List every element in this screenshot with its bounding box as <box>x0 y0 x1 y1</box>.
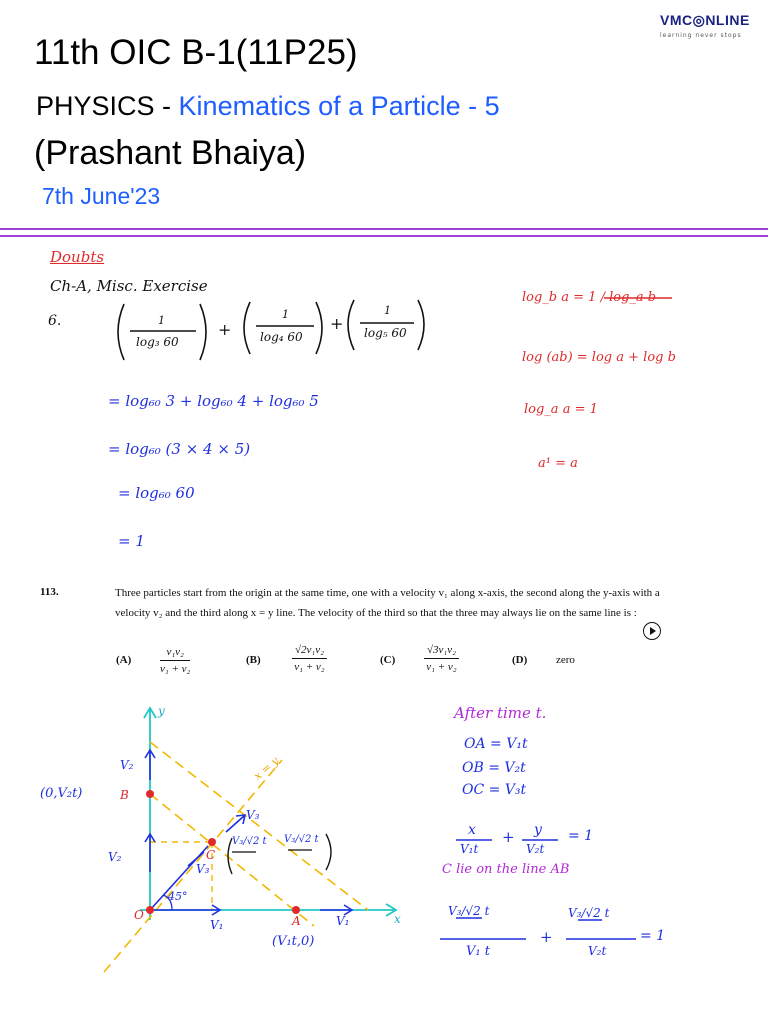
line-eq-term1-num: x <box>468 822 476 838</box>
rule-1: log_b a = 1 / log_a b <box>522 290 657 305</box>
option-b-denominator: v₁ + v₂ <box>294 661 325 673</box>
term3-denominator: log₅ 60 <box>364 326 407 340</box>
logo-tagline: learning never stops <box>660 32 742 39</box>
point-c-label: C <box>206 848 216 862</box>
option-a-numerator: v₁v₂ <box>160 646 190 661</box>
plus-sign-2: + <box>330 314 344 333</box>
line-x-equals-y-label: x = y <box>251 754 282 783</box>
notes-heading: Doubts <box>50 248 105 266</box>
final-eq-term2-den: V₂t <box>588 944 607 958</box>
line-eq-term1-den: V₁t <box>460 842 479 856</box>
term3-numerator: 1 <box>384 304 391 317</box>
final-eq-term1-num: V₃/√2 t <box>448 904 490 918</box>
solution-heading: After time t. <box>454 704 547 722</box>
option-b-value <box>292 644 327 673</box>
v2-label-at-b: V₂ <box>120 758 134 772</box>
v3-label-at-c: V₃ <box>246 808 260 822</box>
v2-label: V₂ <box>108 850 122 864</box>
line-eq-term2-num: y <box>534 822 542 838</box>
problem-number: 6. <box>48 313 62 329</box>
angle-label: 45° <box>168 890 188 903</box>
coord-a: (V₁t,0) <box>272 934 315 949</box>
coord-c-y: V₃/√2 t <box>284 834 319 845</box>
final-eq-term2-num: V₃/√2 t <box>568 906 610 920</box>
origin-label: O <box>134 908 144 922</box>
play-icon[interactable] <box>643 622 661 640</box>
term1-numerator: 1 <box>158 314 165 327</box>
option-a-value <box>160 646 190 675</box>
v3-label: V₃ <box>196 862 210 876</box>
step-2: = log₆₀ (3 × 4 × 5) <box>108 440 251 458</box>
question-text: Three particles start from the origin at the same time, one with a velocity v₁ along x-axis, the second along the y-axis with a velocity v₂ and the third along x = y line. The velocity of the third so that the three may always lie on the same line is : <box>115 587 660 619</box>
coord-c-close-paren <box>326 834 331 870</box>
option-a-label: (A) <box>116 654 132 666</box>
option-c-numerator: √3v₁v₂ <box>424 644 459 659</box>
subject-separator: - <box>154 91 179 121</box>
step-1: = log₆₀ 3 + log₆₀ 4 + log₆₀ 5 <box>108 392 319 410</box>
line-eq-rhs: = 1 <box>568 828 594 844</box>
option-b-label: (B) <box>246 654 261 666</box>
x-axis-label: x <box>394 912 401 926</box>
step-4: = 1 <box>118 532 145 550</box>
subject: PHYSICS <box>36 91 155 121</box>
y-axis-label: y <box>158 704 165 718</box>
final-eq-plus: + <box>540 928 553 946</box>
rule-4: a¹ = a <box>538 456 578 471</box>
line-eq-plus: + <box>502 828 515 846</box>
plus-sign-1: + <box>218 320 232 339</box>
solution-note: C lie on the line AB <box>442 862 570 877</box>
option-a-denominator: v₁ + v₂ <box>160 663 191 675</box>
point-c <box>208 838 216 846</box>
lecture-date: 7th June'23 <box>42 183 161 209</box>
option-c-value <box>424 644 459 673</box>
rule-3: log_a a = 1 <box>524 402 598 417</box>
line-eq-term2-den: V₂t <box>526 842 545 856</box>
solution-line-2: OB = V₂t <box>462 760 526 776</box>
point-a-label: A <box>292 914 301 928</box>
option-d-label: (D) <box>512 654 528 666</box>
point-b <box>146 790 154 798</box>
step-3: = log₆₀ 60 <box>118 484 195 502</box>
chapter-reference: Ch-A, Misc. Exercise <box>50 277 208 295</box>
final-eq-rhs: = 1 <box>640 928 666 944</box>
topic: Kinematics of a Particle - 5 <box>178 91 500 121</box>
v1-label: V₁ <box>210 918 224 932</box>
point-a <box>292 906 300 914</box>
line-x-equals-y <box>104 760 282 972</box>
v1-label-at-a: V₁ <box>336 914 350 928</box>
logo-text: VMC◎NLINE <box>660 12 750 28</box>
rule-2: log (ab) = log a + log b <box>522 350 676 365</box>
coord-b: (0,V₂t) <box>40 786 83 801</box>
term2-numerator: 1 <box>282 308 289 321</box>
option-c-denominator: v₁ + v₂ <box>426 661 457 673</box>
option-d-value: zero <box>556 654 575 666</box>
line-ab <box>150 794 314 926</box>
solution-line-1: OA = V₁t <box>464 736 528 752</box>
term1-denominator: log₃ 60 <box>136 335 179 349</box>
teacher-name: (Prashant Bhaiya) <box>34 134 307 172</box>
solution-line-3: OC = V₃t <box>462 782 527 798</box>
term2-denominator: log₄ 60 <box>260 330 303 344</box>
final-eq-term1-den: V₁ t <box>466 944 490 959</box>
option-b-numerator: √2v₁v₂ <box>292 644 327 659</box>
origin-point <box>146 906 154 914</box>
page-title: 11th OIC B-1(11P25) <box>34 33 358 72</box>
option-c-label: (C) <box>380 654 396 666</box>
coord-c-x: V₃/√2 t <box>232 836 267 847</box>
question-number: 113. <box>40 586 59 598</box>
point-b-label: B <box>120 788 129 802</box>
